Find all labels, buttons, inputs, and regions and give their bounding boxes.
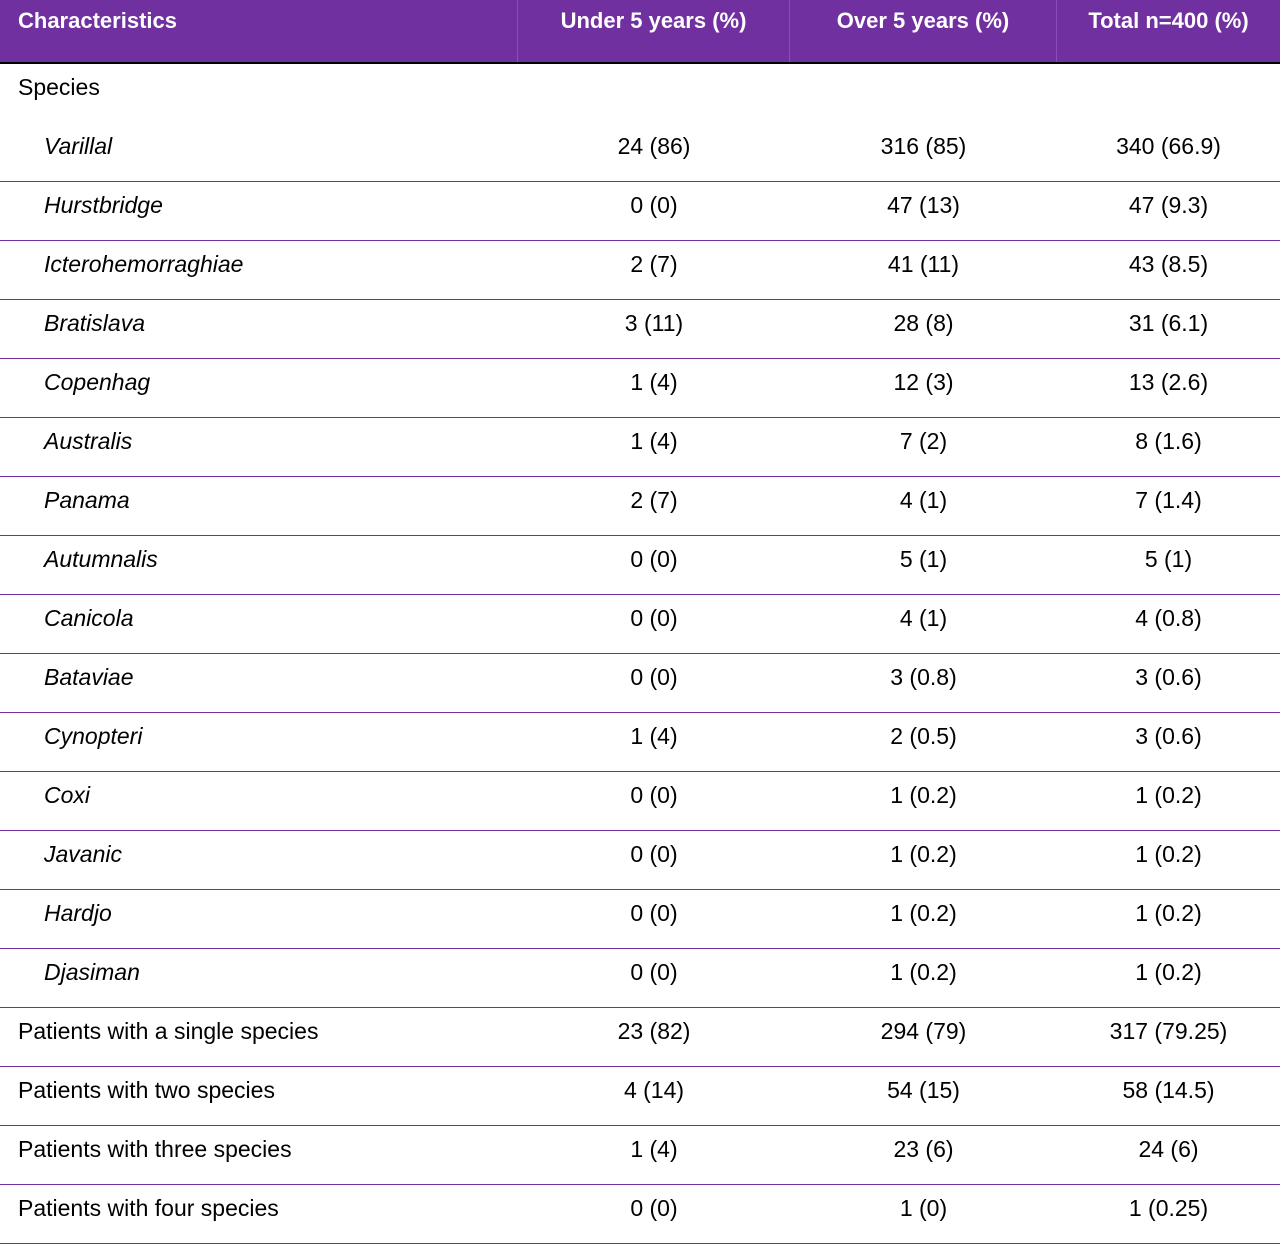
species-rows bbox=[0, 123, 1280, 1008]
patient-row-label: Patients with three species bbox=[18, 1136, 292, 1162]
under-5-value: 24 (86) bbox=[617, 133, 691, 159]
over-5-value: 7 (2) bbox=[899, 428, 948, 454]
patient-row-label: Patients with two species bbox=[18, 1077, 275, 1103]
over-5-value: 1 (0.2) bbox=[890, 782, 957, 808]
patient-row bbox=[0, 1185, 1280, 1244]
over-5-value: 3 (0.8) bbox=[890, 664, 957, 690]
total-value: 1 (0.25) bbox=[1128, 1195, 1209, 1221]
header-characteristics: Characteristics bbox=[0, 0, 518, 62]
over-5-value: 41 (11) bbox=[887, 251, 960, 277]
species-row-label: Hardjo bbox=[44, 900, 112, 926]
total-value: 47 (9.3) bbox=[1128, 192, 1209, 218]
header-over-5: Over 5 years (%) bbox=[790, 0, 1057, 62]
under-5-value: 1 (4) bbox=[630, 428, 678, 454]
patient-row-label: Patients with a single species bbox=[18, 1018, 319, 1044]
species-row-label: Varillal bbox=[44, 133, 113, 159]
species-row-label: Cynopteri bbox=[44, 723, 143, 749]
species-row bbox=[0, 772, 1280, 831]
total-value: 5 (1) bbox=[1144, 546, 1193, 572]
species-row-label: Copenhag bbox=[44, 369, 151, 395]
over-5-value: 12 (3) bbox=[893, 369, 954, 395]
total-value: 4 (0.8) bbox=[1135, 605, 1202, 631]
over-5-value: 4 (1) bbox=[899, 605, 948, 631]
total-value: 7 (1.4) bbox=[1135, 487, 1202, 513]
species-row bbox=[0, 654, 1280, 713]
species-row-label: Coxi bbox=[44, 782, 91, 808]
table-header bbox=[0, 0, 1280, 64]
over-5-value: 5 (1) bbox=[899, 546, 948, 572]
over-5-value: 28 (8) bbox=[893, 310, 954, 336]
species-row-label: Icterohemorraghiae bbox=[44, 251, 244, 277]
header-under-5: Under 5 years (%) bbox=[518, 0, 790, 62]
patient-row-label: Patients with four species bbox=[18, 1195, 279, 1221]
total-value: 31 (6.1) bbox=[1128, 310, 1209, 336]
under-5-value: 3 (11) bbox=[624, 310, 684, 336]
species-row bbox=[0, 418, 1280, 477]
patient-row bbox=[0, 1067, 1280, 1126]
species-row bbox=[0, 182, 1280, 241]
total-value: 1 (0.2) bbox=[1135, 900, 1202, 926]
under-5-value: 2 (7) bbox=[630, 251, 678, 277]
species-section-row bbox=[0, 64, 1280, 123]
species-row-label: Australis bbox=[44, 428, 133, 454]
species-row-label: Hurstbridge bbox=[44, 192, 163, 218]
species-row bbox=[0, 123, 1280, 182]
species-row-label: Javanic bbox=[44, 841, 122, 867]
patient-rows bbox=[0, 1008, 1280, 1244]
total-value: 3 (0.6) bbox=[1135, 664, 1202, 690]
under-5-value: 0 (0) bbox=[630, 1195, 678, 1221]
under-5-value: 23 (82) bbox=[617, 1018, 691, 1044]
under-5-value: 1 (4) bbox=[630, 723, 678, 749]
total-value: 1 (0.2) bbox=[1135, 782, 1202, 808]
over-5-value: 47 (13) bbox=[887, 192, 960, 218]
species-row bbox=[0, 949, 1280, 1008]
total-value: 58 (14.5) bbox=[1122, 1077, 1215, 1103]
over-5-value: 1 (0.2) bbox=[890, 959, 957, 985]
header-total: Total n=400 (%) bbox=[1088, 8, 1249, 33]
species-row bbox=[0, 359, 1280, 418]
under-5-value: 0 (0) bbox=[630, 959, 678, 985]
species-row bbox=[0, 536, 1280, 595]
species-row-label: Canicola bbox=[44, 605, 134, 631]
species-row bbox=[0, 477, 1280, 536]
over-5-value: 23 (6) bbox=[893, 1136, 954, 1162]
species-row bbox=[0, 595, 1280, 654]
species-row bbox=[0, 300, 1280, 359]
total-value: 24 (6) bbox=[1138, 1136, 1199, 1162]
under-5-value: 0 (0) bbox=[630, 841, 678, 867]
total-value: 13 (2.6) bbox=[1128, 369, 1209, 395]
under-5-value: 0 (0) bbox=[630, 546, 678, 572]
over-5-value: 1 (0.2) bbox=[890, 900, 957, 926]
under-5-value: 0 (0) bbox=[630, 782, 678, 808]
over-5-value: 54 (15) bbox=[887, 1077, 960, 1103]
species-row-label: Panama bbox=[44, 487, 130, 513]
species-row-label: Bataviae bbox=[44, 664, 134, 690]
patient-row bbox=[0, 1008, 1280, 1067]
patient-row bbox=[0, 1126, 1280, 1185]
total-value: 1 (0.2) bbox=[1135, 959, 1202, 985]
species-row bbox=[0, 241, 1280, 300]
species-row-label: Djasiman bbox=[44, 959, 140, 985]
under-5-value: 2 (7) bbox=[630, 487, 678, 513]
species-section-label: Species bbox=[18, 74, 100, 100]
under-5-value: 0 (0) bbox=[630, 192, 678, 218]
under-5-value: 1 (4) bbox=[630, 369, 678, 395]
total-value: 8 (1.6) bbox=[1135, 428, 1202, 454]
species-row-label: Bratislava bbox=[44, 310, 145, 336]
under-5-value: 4 (14) bbox=[623, 1077, 685, 1103]
total-value: 340 (66.9) bbox=[1116, 133, 1221, 159]
over-5-value: 2 (0.5) bbox=[890, 723, 957, 749]
over-5-value: 294 (79) bbox=[880, 1018, 967, 1044]
total-value: 317 (79.25) bbox=[1109, 1018, 1228, 1044]
species-row bbox=[0, 713, 1280, 772]
species-row bbox=[0, 831, 1280, 890]
species-row-label: Autumnalis bbox=[44, 546, 158, 572]
total-value: 3 (0.6) bbox=[1135, 723, 1202, 749]
over-5-value: 1 (0) bbox=[899, 1195, 948, 1221]
over-5-value: 4 (1) bbox=[899, 487, 948, 513]
under-5-value: 0 (0) bbox=[630, 900, 678, 926]
under-5-value: 0 (0) bbox=[630, 605, 678, 631]
over-5-value: 316 (85) bbox=[880, 133, 967, 159]
over-5-value: 1 (0.2) bbox=[890, 841, 957, 867]
under-5-value: 0 (0) bbox=[630, 664, 678, 690]
total-value: 43 (8.5) bbox=[1128, 251, 1209, 277]
species-row bbox=[0, 890, 1280, 949]
under-5-value: 1 (4) bbox=[630, 1136, 678, 1162]
total-value: 1 (0.2) bbox=[1135, 841, 1202, 867]
